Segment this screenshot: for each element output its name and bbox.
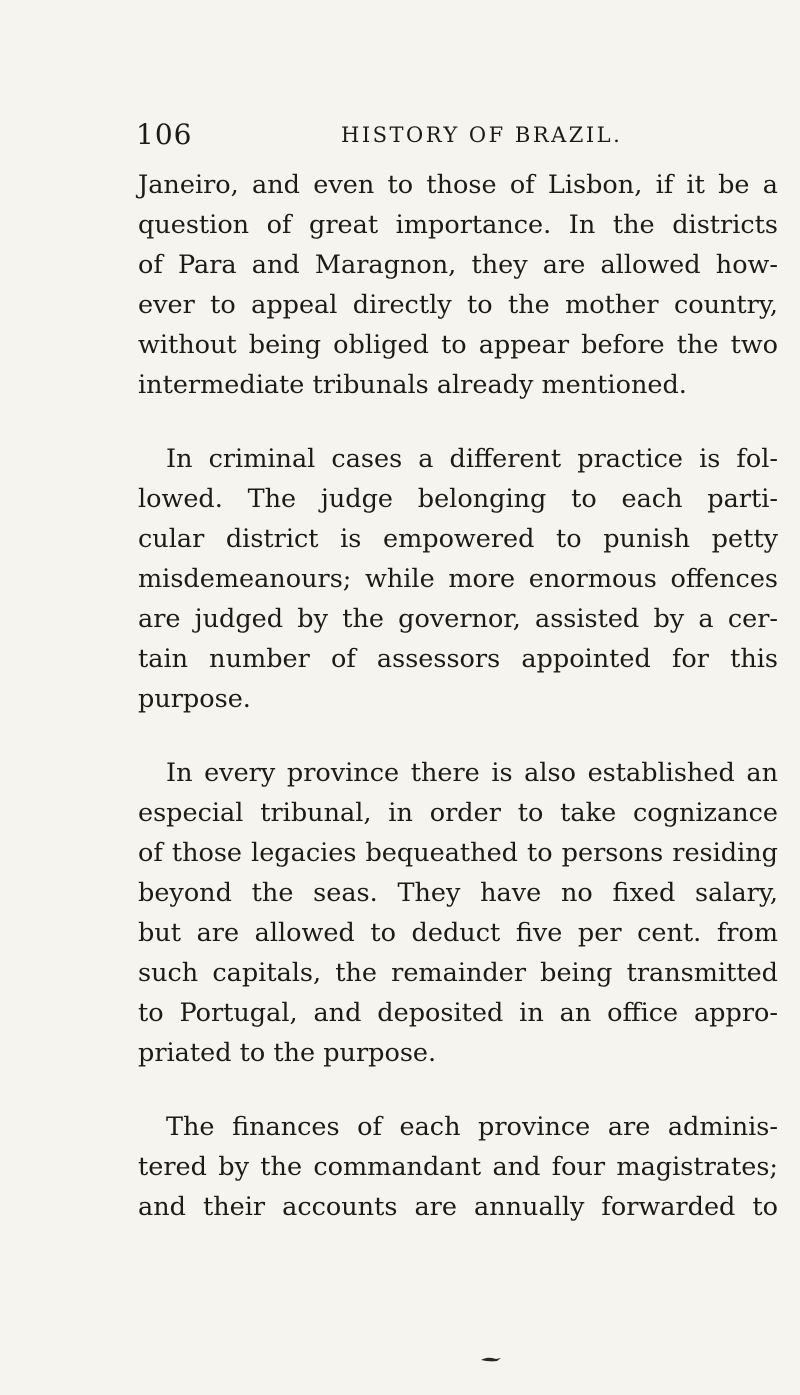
text-line: misdemeanours; while more enormous offences [138,564,778,594]
paragraph-2 [138,439,778,719]
printer-mark-icon [480,1355,502,1363]
text-line: of those legacies bequeathed to persons residing [138,838,778,868]
text-line: question of great importance. In the districts [138,210,778,240]
text-line: intermediate tribunals already mentioned. [138,370,687,400]
page-number: 106 [136,118,193,151]
body-text [138,165,778,1227]
text-line: especial tribunal, in order to take cognizance [138,798,778,828]
text-line: are judged by the governor, assisted by a cer- [138,604,778,634]
paragraph-3 [138,753,778,1073]
text-line: ever to appeal directly to the mother country, [138,290,778,320]
text-line: but are allowed to deduct five per cent. from [138,918,778,948]
text-line: of Para and Maragnon, they are allowed how- [138,250,778,280]
text-line: purpose. [138,684,251,714]
text-line: to Portugal, and deposited in an office appro- [138,998,778,1028]
text-line: Janeiro, and even to those of Lisbon, if it be a [138,170,778,200]
text-line: without being obliged to appear before the two [138,330,778,360]
text-line: lowed. The judge belonging to each parti- [138,484,778,514]
text-line: cular district is empowered to punish petty [138,524,778,554]
text-line: In criminal cases a different practice is fol- [166,444,778,474]
text-line: tain number of assessors appointed for this [138,644,778,674]
text-line: tered by the commandant and four magistrates; [138,1152,778,1182]
running-title: HISTORY OF BRAZIL. [341,123,623,147]
text-line: such capitals, the remainder being transmitted [138,958,778,988]
text-line: and their accounts are annually forwarded to [138,1192,778,1222]
paragraph-4 [138,1107,778,1227]
running-head [136,118,776,152]
text-line: priated to the purpose. [138,1038,437,1068]
text-line: beyond the seas. They have no fixed salary, [138,878,778,908]
text-line: In every province there is also established an [166,758,778,788]
text-line: The finances of each province are adminis- [166,1112,778,1142]
paragraph-1 [138,165,778,405]
